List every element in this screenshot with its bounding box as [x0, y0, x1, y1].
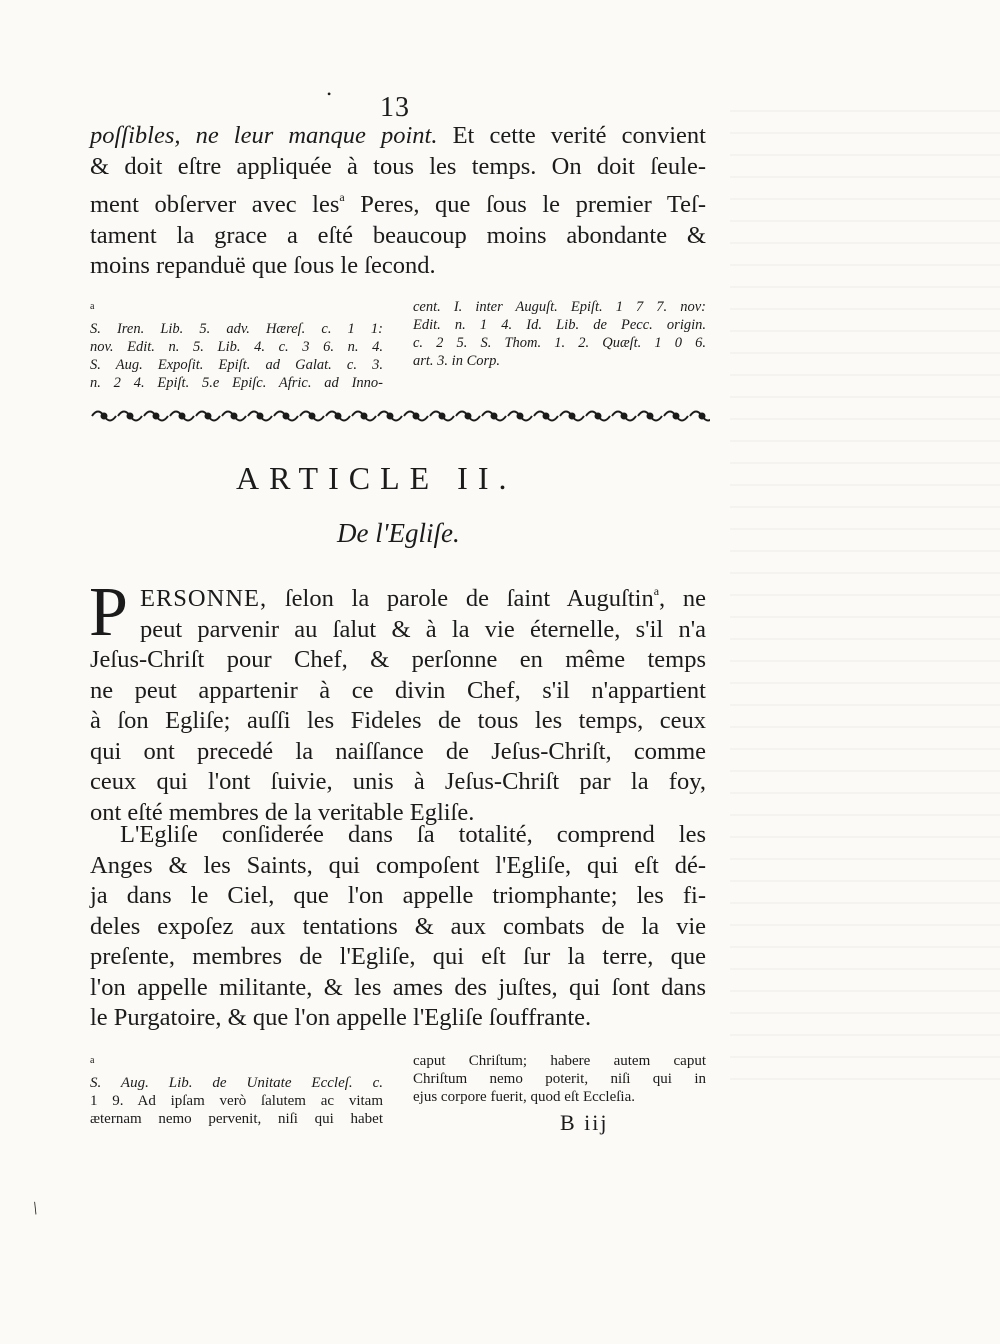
ornament-dot — [674, 414, 679, 419]
ornament-dot — [466, 414, 471, 419]
footnote-1-left-line-1 — [90, 298, 383, 338]
ornament-dot — [206, 414, 211, 419]
para1-line-4: ne peut appartenir à ce divin Chef, s'il n'appartient — [90, 676, 706, 704]
stray-mark: / — [28, 1197, 42, 1219]
ornament-dot — [414, 414, 419, 419]
para2-line-4: deles expoſez aux tentations & aux combats de la vie — [90, 912, 706, 940]
opening-line-3 — [90, 182, 706, 221]
footnote-2-left-line-2: 1 9. Ad ipſam verò ſalutem ac vitam — [90, 1093, 383, 1109]
opening-line-4: tament la grace a eſté beaucoup moins abondante & — [90, 221, 706, 249]
para1-line-3: Jeſus-Chriſt pour Chef, & perſonne en même temps — [90, 646, 706, 673]
footnote-1-left-line-3: S. Aug. Expoſit. Epiſt. ad Galat. c. 3. — [90, 357, 383, 373]
ornament-dot — [336, 414, 341, 419]
ink-dot: • — [327, 87, 332, 101]
ornament-dot — [102, 414, 107, 419]
ornament-dot — [440, 414, 445, 419]
show-through-text — [730, 110, 1000, 1090]
ornament-dot — [544, 414, 549, 419]
opening-line-5: moins repanduë que ſous le ſecond. — [90, 252, 436, 279]
ornament-dot — [232, 414, 237, 419]
footnote-1-left-line-4: n. 2 4. Epiſt. 5.e Epiſc. Afric. ad Inno- — [90, 375, 383, 391]
ornament-dot — [518, 414, 523, 419]
footnote-marker: a — [90, 301, 95, 312]
footnote-1-right-line-4: art. 3. in Corp. — [413, 353, 501, 369]
footnote-block-1 — [90, 298, 706, 392]
para1-line-8: ont eſté membres de la veritable Egliſe. — [90, 798, 475, 826]
ornament-dot — [258, 414, 263, 419]
para1-line-5: à ſon Egliſe; auſſi les Fideles de tous les temps, ceux — [90, 707, 706, 734]
ornament-dot — [310, 414, 315, 419]
footnote-1-right-line-1: cent. I. inter Auguſt. Epiſt. 1 7 7. nov: — [413, 299, 706, 315]
ornament-dot — [388, 414, 393, 419]
para1-line-7: ceux qui l'ont ſuivie, unis à Jeſus-Chriſt par la foy, — [90, 768, 706, 795]
para1-line-1-end: , ne — [659, 585, 706, 612]
footnote-1-left — [90, 298, 383, 392]
footnote-2-left-line-1 — [90, 1052, 383, 1092]
signature-mark: B iij — [560, 1110, 609, 1135]
italic-phrase: poſſibles, ne leur manque point. — [90, 122, 438, 149]
opening-line-3-rest: Peres, que ſous le premier Teſ- — [360, 191, 707, 218]
paragraph-1 — [90, 576, 706, 828]
footnote-marker: a — [339, 190, 345, 204]
footnote-1-right-line-2: Edit. n. 1 4. Id. Lib. de Pecc. origin. — [413, 317, 706, 333]
para1-line-1 — [90, 576, 706, 615]
footnote-1-right-line-3: c. 2 5. S. Thom. 1. 2. Quæſt. 1 0 6. — [413, 335, 706, 351]
ornament-dot — [622, 414, 627, 419]
para2-line-5: preſente, membres de l'Egliſe, qui eſt ſur la terre, que — [90, 943, 706, 970]
ornamental-divider — [86, 404, 710, 428]
footnote-2-right-line-1: caput Chriſtum; habere autem caput — [413, 1053, 706, 1069]
footnote-2-left — [90, 1052, 383, 1128]
opening-paragraph — [90, 121, 706, 282]
footnote-2-left-line-3: æternam nemo pervenit, niſi qui habet — [90, 1111, 383, 1127]
para2-line-1: L'Egliſe conſiderée dans ſa totalité, comprend les — [120, 821, 706, 848]
ornament-dot — [700, 414, 705, 419]
footnote-2-left-text-1: S. Aug. Lib. de Unitate Eccleſ. c. — [90, 1075, 383, 1091]
opening-line-1 — [90, 121, 706, 152]
drop-cap: P — [89, 574, 128, 651]
opening-line-3-start: ment obſerver avec les — [90, 191, 340, 218]
ornament-dot — [492, 414, 497, 419]
opening-line-1-rest: Et cette verité convient — [452, 122, 706, 149]
para2-line-3: ja dans le Ciel, que l'on appelle triomphante; les fi- — [90, 882, 706, 909]
ornament-dot — [648, 414, 653, 419]
para2-line-7: le Purgatoire, & que l'on appelle l'Egliſe ſouffrante. — [90, 1004, 592, 1031]
para1-line-1-text: ſelon la parole de ſaint Auguſtin — [284, 585, 654, 612]
ornament-dot — [596, 414, 601, 419]
footnote-1-left-text-1: S. Iren. Lib. 5. adv. Hæreſ. c. 1 1: — [90, 321, 383, 337]
para1-line-2: peut parvenir au ſalut & à la vie éternelle, s'il n'a — [140, 615, 706, 643]
footnote-block-2 — [90, 1052, 706, 1128]
footnote-2-right-line-2: Chriſtum nemo poterit, niſi qui in — [413, 1071, 706, 1087]
ornament-dot — [180, 414, 185, 419]
footnote-marker: a — [90, 1055, 95, 1066]
paragraph-2 — [90, 820, 706, 1034]
footnote-2-right-line-3: ejus corpore fuerit, quod eſt Eccleſia. — [413, 1089, 635, 1105]
footnote-1-right — [413, 298, 706, 392]
article-subtitle: De l'Egliſe. — [337, 518, 460, 548]
article-title: ARTICLE II. — [236, 460, 517, 496]
ornament-dot — [362, 414, 367, 419]
para1-line-6: qui ont precedé la naiſſance de Jeſus-Chriſt, comme — [90, 737, 706, 765]
opening-line-2: & doit eſtre appliquée à tous les temps. On doit ſeule- — [90, 152, 706, 180]
ornament-dot — [284, 414, 289, 419]
footnote-1-left-line-2: nov. Edit. n. 5. Lib. 4. c. 3 6. n. 4. — [90, 339, 383, 355]
page-number: 13 — [380, 92, 410, 123]
para2-line-2: Anges & les Saints, qui compoſent l'Egliſe, qui eſt dé- — [90, 851, 706, 879]
para2-line-6: l'on appelle militante, & les ames des juſtes, qui ſont dans — [90, 973, 706, 1001]
para1-first-word: ERSONNE, — [140, 585, 268, 612]
footnote-marker: a — [653, 584, 660, 598]
ornament-dot — [154, 414, 159, 419]
ornament-dot — [570, 414, 575, 419]
ornament-dot — [128, 414, 133, 419]
